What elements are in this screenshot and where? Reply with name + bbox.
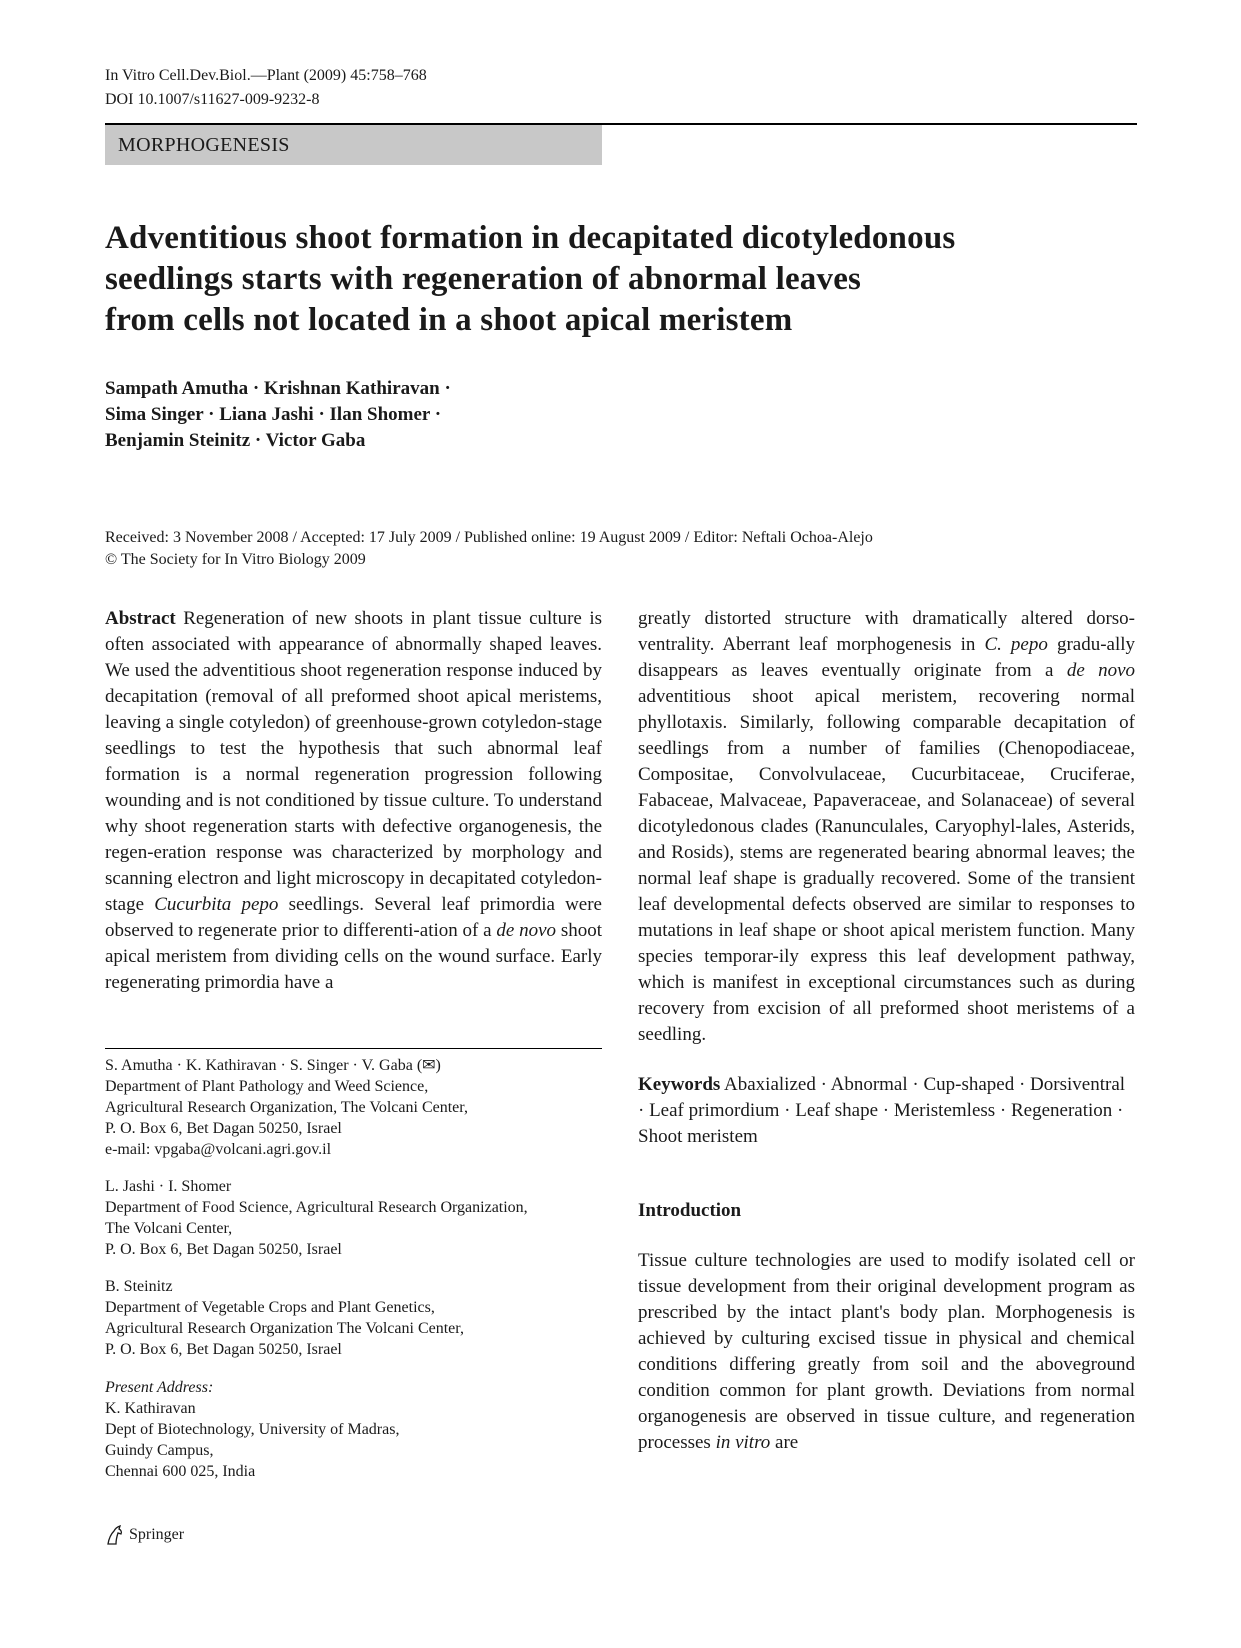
- abstract-continuation: greatly distorted structure with dramatically altered dorso-ventrality. Aberrant leaf morphogenesis in C. pepo gradu-ally disappears as leaves eventually originate from a de novo adventitious shoot apical meristem, recovering normal phyllotaxis. Similarly, following comparable decapitation of seedlings from a number of families (Chenopodiaceae, Compositae, Convolvulaceae, Cucurbitaceae, Cruciferae, Fabaceae, Malvaceae, Papaveraceae, and Solanaceae) of several dicotyledonous clades (Ranunculales, Caryophyl-lales, Asterids, and Rosids), stems are regenerated bearing abnormal leaves; the normal leaf shape is gradually recovered. Some of the transient leaf developmental defects observed are similar to responses to mutations in leaf shape or shoot apical meristem function. Many species temporar-ily express this leaf development pathway, which is manifest in exceptional circumstances such as during recovery from excision of all preformed shoot meristems of a seedling.: [638, 608, 1136, 1045]
- author-line: Benjamin Steinitz · Victor Gaba: [105, 430, 366, 451]
- section-label: MORPHOGENESIS: [105, 125, 602, 165]
- publisher-name: Springer: [129, 1526, 185, 1543]
- journal-citation: In Vitro Cell.Dev.Biol.—Plant (2009) 45:758–768: [105, 67, 427, 84]
- abstract-column-left: [105, 606, 602, 996]
- de-novo-term: de novo: [1066, 660, 1136, 681]
- publisher-logo: [105, 1524, 184, 1546]
- species-name-short: C. pepo: [984, 634, 1048, 655]
- article-title: [105, 218, 1125, 341]
- in-vitro-term: in vitro: [715, 1432, 771, 1453]
- abstract-paragraph: Abstract Regeneration of new shoots in plant tissue culture is often associated with appearance of abnormally shaped leaves. We used the adventitious shoot regeneration response induced by decapitation (removal of all preformed shoot apical meristems, leaving a single cotyledon) of greenhouse-grown cotyledon-stage seedlings to test the hypothesis that such abnormal leaf formation is a normal regeneration progression following wounding and is not conditioned by tissue culture. To understand why shoot regeneration starts with defective organogenesis, the regen-eration response was characterized by morphology and scanning electron and light microscopy in decapitated cotyledon-stage Cucurbita pepo seedlings. Several leaf primordia were observed to regenerate prior to differenti-ation of a de novo shoot apical meristem from dividing cells on the wound surface. Early regenerating primordia have a: [105, 608, 603, 993]
- keywords-label: Keywords: [638, 1074, 721, 1095]
- affiliation-block: B. Steinitz Department of Vegetable Crops and Plant Genetics, Agricultural Research Organization The Volcani Center, P. O. Box 6, Bet Dagan 50250, Israel: [105, 1278, 464, 1358]
- contact-email[interactable]: e-mail: vpgaba@volcani.agri.gov.il: [105, 1141, 332, 1158]
- affiliation-block: S. Amutha · K. Kathiravan · S. Singer · V. Gaba (✉) Department of Plant Pathology and Weed Science, Agricultural Research Organization, The Volcani Center, P. O. Box 6, Bet Dagan 50250, Israel e-mail: vpgaba@volcani.agri.gov.il: [105, 1057, 468, 1158]
- copyright-line: © The Society for In Vitro Biology 2009: [105, 551, 366, 568]
- title-line: from cells not located in a shoot apical meristem: [105, 302, 793, 338]
- title-line: Adventitious shoot formation in decapitated dicotyledonous: [105, 220, 956, 256]
- title-line: seedlings starts with regeneration of abnormal leaves: [105, 261, 862, 297]
- author-list: [105, 376, 451, 454]
- springer-horse-icon: [105, 1524, 125, 1546]
- affiliation-block: Present Address: K. Kathiravan Dept of Biotechnology, University of Madras, Guindy Campus, Chennai 600 025, India: [105, 1379, 400, 1480]
- journal-header: [105, 64, 427, 112]
- author-line: Sampath Amutha · Krishnan Kathiravan ·: [105, 378, 451, 399]
- affiliation-block: L. Jashi · I. Shomer Department of Food Science, Agricultural Research Organization, The Volcani Center, P. O. Box 6, Bet Dagan 50250, Israel: [105, 1178, 528, 1258]
- author-line: Sima Singer · Liana Jashi · Ilan Shomer ·: [105, 404, 442, 425]
- abstract-label: Abstract: [105, 608, 176, 629]
- affiliation-rule: [105, 1048, 602, 1049]
- introduction-heading: Introduction: [638, 1200, 742, 1221]
- history-line: Received: 3 November 2008 / Accepted: 17 July 2009 / Published online: 19 August 2009 / Editor: Neftali Ochoa-Alejo: [105, 529, 873, 546]
- journal-doi: DOI 10.1007/s11627-009-9232-8: [105, 91, 320, 108]
- de-novo-term: de novo: [496, 920, 557, 941]
- abstract-column-right: [638, 606, 1135, 1456]
- species-name: Cucurbita pepo: [154, 894, 279, 915]
- introduction-paragraph: Tissue culture technologies are used to modify isolated cell or tissue development from their original development program as prescribed by the intact plant's body plan. Morphogenesis is achieved by culturing excised tissue in physical and chemical conditions differing greatly from soil and the aboveground condition common for plant growth. Deviations from normal organogenesis are observed in tissue culture, and regeneration processes in vitro are: [638, 1250, 1135, 1453]
- article-history: [105, 527, 873, 571]
- keywords-text: Abaxialized · Abnormal · Cup-shaped · Dorsiventral · Leaf primordium · Leaf shape · Meristemless · Regeneration · Shoot meristem: [638, 1074, 1126, 1147]
- keywords: [638, 1072, 1135, 1150]
